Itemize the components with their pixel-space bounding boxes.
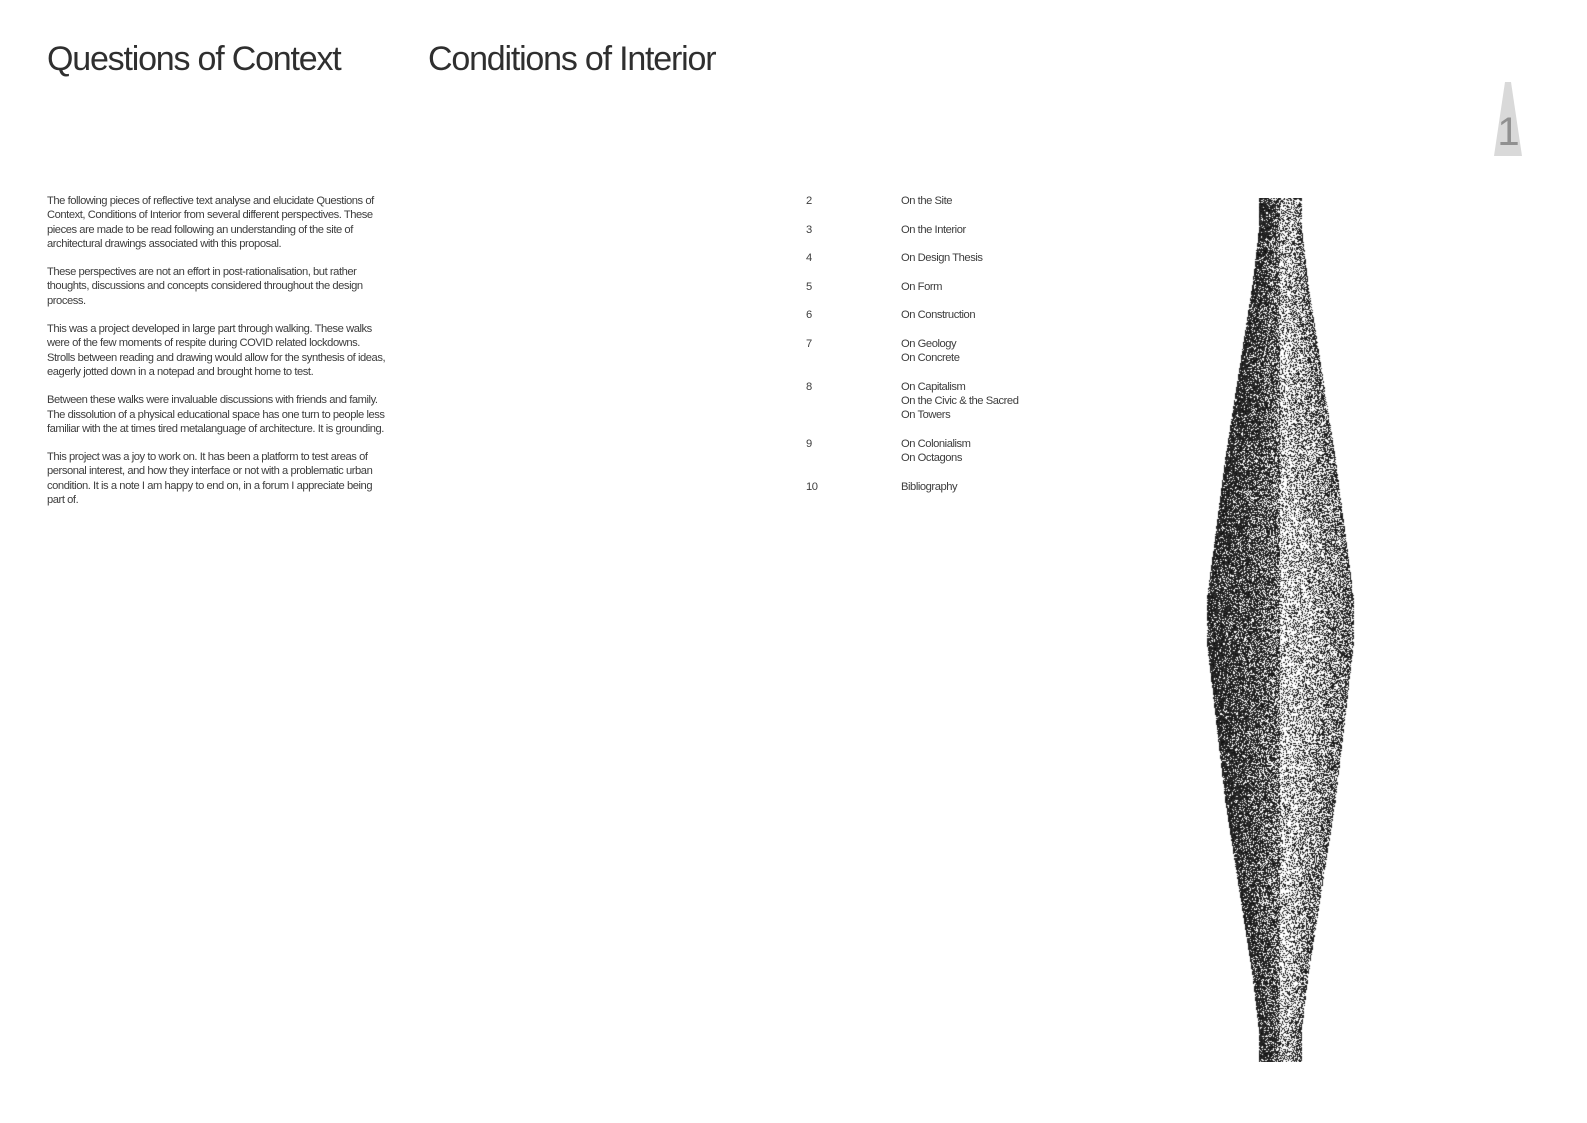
toc-entry-on-capitalism[interactable]: On Capitalism xyxy=(901,380,966,393)
toc-page-number: 9 xyxy=(806,438,812,451)
toc-page-number: 2 xyxy=(806,195,812,207)
toc-entry-on-the-civic-and-sacred[interactable]: On the Civic & the Sacred xyxy=(901,395,1019,408)
toc-row xyxy=(806,308,1106,322)
toc-entry-on-design-thesis[interactable]: On Design Thesis xyxy=(901,252,983,265)
toc-row xyxy=(806,480,1106,494)
table-of-contents xyxy=(806,194,1106,509)
toc-entry-on-colonialism[interactable]: On Colonialism xyxy=(901,438,971,451)
intro-paragraph: Between these walks were invaluable discussions with friends and family. The dissolution of a physical educational space has one turn to people less familiar with the at times tired metalanguage of architecture. It is grounding. xyxy=(47,394,385,435)
toc-row xyxy=(806,437,1106,466)
toc-row xyxy=(806,280,1106,294)
toc-page-number: 6 xyxy=(806,309,812,322)
toc-row xyxy=(806,337,1106,366)
page-marker xyxy=(1494,82,1522,156)
toc-page-number: 5 xyxy=(806,280,812,293)
intro-paragraph: This project was a joy to work on. It has been a platform to test areas of personal interest, and how they interface or not with a problematic urban condition. It is a note I am happy to end on, in a forum I appreciate being part of. xyxy=(47,451,373,507)
title-questions-of-context: Questions of Context xyxy=(47,40,341,78)
toc-row xyxy=(806,251,1106,265)
intro-paragraph: This was a project developed in large part through walking. These walks were of the few moments of respite during COVID related lockdowns. Strolls between reading and drawing would allow for the synthesis of ideas, eagerly jotted down in a notepad and brought home to test. xyxy=(47,323,386,378)
toc-page-number: 10 xyxy=(806,480,818,493)
stippled-column-figure xyxy=(1190,198,1370,1062)
toc-entry-on-concrete[interactable]: On Concrete xyxy=(901,352,960,365)
toc-entry-on-construction[interactable]: On Construction xyxy=(901,309,976,322)
toc-entry-on-form[interactable]: On Form xyxy=(901,280,942,293)
toc-entry-on-the-interior[interactable]: On the Interior xyxy=(901,223,966,236)
toc-entry-on-octagons[interactable]: On Octagons xyxy=(901,452,962,465)
toc-entry-on-the-site[interactable]: On the Site xyxy=(901,195,953,207)
page-number: 1 xyxy=(1497,110,1519,154)
intro-paragraph: These perspectives are not an effort in post-rationalisation, but rather thoughts, discussions and concepts considered throughout the design process. xyxy=(47,266,363,307)
toc-entry-on-geology[interactable]: On Geology xyxy=(901,337,957,350)
toc-entry-on-towers[interactable]: On Towers xyxy=(901,409,951,422)
toc-row xyxy=(806,380,1106,423)
toc-entry-bibliography[interactable]: Bibliography xyxy=(901,480,958,493)
title-conditions-of-interior: Conditions of Interior xyxy=(428,40,716,78)
toc-page-number: 3 xyxy=(806,223,812,236)
toc-page-number: 8 xyxy=(806,380,812,393)
toc-page-number: 4 xyxy=(806,252,812,265)
stippled-column-canvas xyxy=(1190,198,1370,1062)
toc-row xyxy=(806,194,1106,208)
toc-row xyxy=(806,223,1106,237)
toc-page-number: 7 xyxy=(806,337,812,350)
intro-paragraph: The following pieces of reflective text analyse and elucidate Questions of Context, Conditions of Interior from several different perspectives. These pieces are made to be read following an understanding of the site of architectural drawings associated with this proposal. xyxy=(47,195,374,250)
intro-text xyxy=(47,194,387,521)
